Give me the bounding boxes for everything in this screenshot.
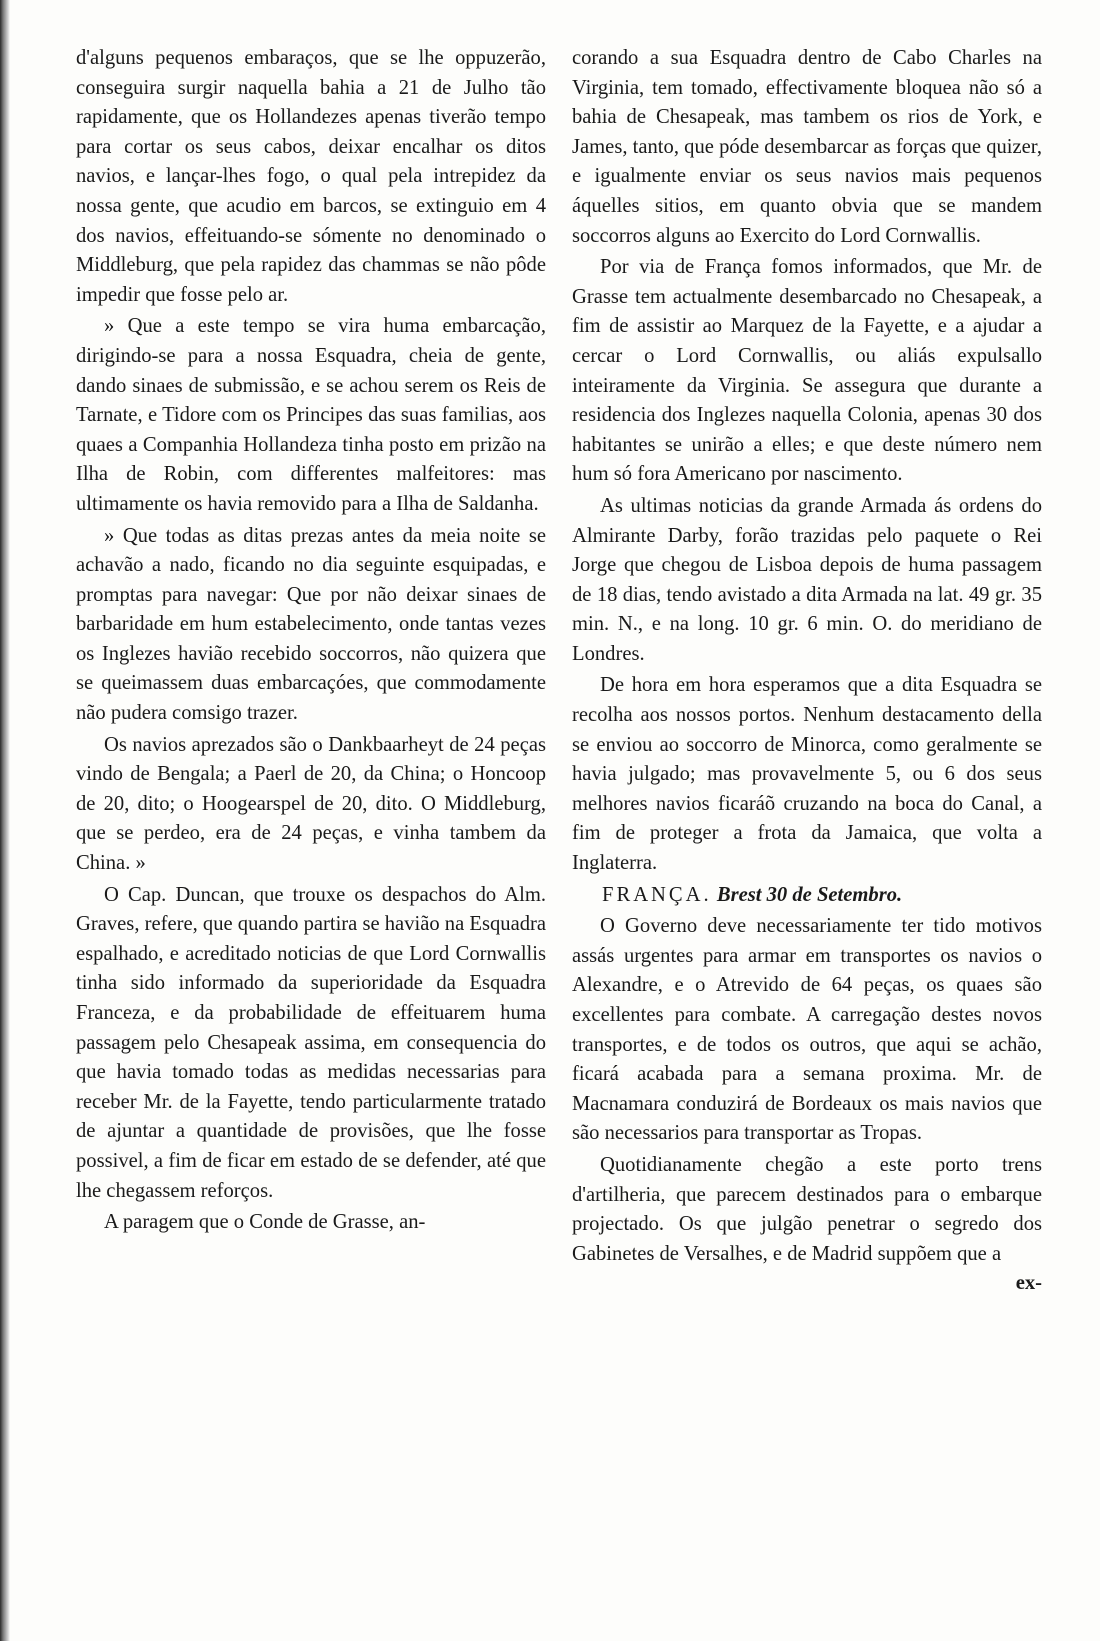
dateline-place-date: Brest 30 de Setembro. (716, 883, 903, 906)
paragraph: Quotidianamente chegão a este porto trens d'artilheria, que parecem destinados para o embarque projectado. Os que julgão penetrar o segredo dos Gabinetes de Versalhes, e de Madrid suppõem que a (572, 1153, 1042, 1265)
paragraph: As ultimas noticias da grande Armada ás ordens do Almirante Darby, forão trazidas pelo paquete o Rei Jorge que chegou de Lisboa depois de huma passagem de 18 dias, tendo avistado a dita Armada na lat. 49 gr. 35 min. N., e na long. 10 gr. 6 min. O. do meridiano de Londres. (572, 494, 1042, 665)
scan-binding-edge (0, 0, 10, 1641)
paragraph: » Que a este tempo se vira huma embarcação, dirigindo-se para a nossa Esquadra, cheia de gente, dando sinaes de submissão, e se achou serem os Reis de Tarnate, e Tidore com os Principes das suas familias, aos quaes a Companhia Hollandeza tinha posto em prizão na Ilha de Robin, com differentes malfeitores: mas ultimamente os havia removido para a Ilha de Saldanha. (76, 315, 546, 515)
paragraph: » Que todas as ditas prezas antes da meia noite se achavão a nado, ficando no dia seguinte esquipadas, e promptas para navegar: Que por não deixar sinaes de barbaridade em hum estabelecimento, onde tantas vezes os Inglezes havião recebido soccorros, não quizera que se queimassem duas embarcaçóes, que commodamente não pudera comsigo trazer. (76, 524, 546, 725)
left-column (76, 44, 546, 1238)
dateline-country: FRANÇA. (602, 883, 712, 906)
catchword: ex- (1015, 1272, 1042, 1295)
paragraph: corando a sua Esquadra dentro de Cabo Charles na Virginia, tem tomado, effectivamente bloquea não só a bahia de Chesapeak, mas tambem os rios de York, e James, tanto, que póde desembarcar as forças que quizer, e igualmente enviar os seus navios mais pequenos áquelles sitios, em quanto obvia que se mandem soccorros alguns ao Exercito do Lord Cornwallis. (572, 47, 1042, 247)
paragraph: O Governo deve necessariamente ter tido motivos assás urgentes para armar em transportes os navios o Alexandre, e o Atrevido de 64 peças, os quaes são excellentes para combate. A carregação destes novos transportes, e de todos os outros, que aqui se achão, ficará acabada para a semana proxima. Mr. de Macnamara conduzirá de Bordeaux os mais navios que são necessarios para transportar as Tropas. (572, 915, 1042, 1145)
paragraph: O Cap. Duncan, que trouxe os despachos do Alm. Graves, refere, que quando partira se havião na Esquadra espalhado, e acreditado noticias de que Lord Cornwallis tinha sido informado da superioridade da Esquadra Franceza, e da probabilidade de effeituarem huma passagem pelo Chesapeak assima, em consequencia do que havia tomado todas as medidas necessarias para receber Mr. de la Fayette, tendo particularmente tratado de ajuntar a quantidade de provisões, que lhe fosse possivel, a fim de ficar em estado de se defender, até que lhe chegassem reforços. (76, 883, 547, 1202)
paragraph: A paragem que o Conde de Grasse, an- (104, 1211, 426, 1234)
paragraph: d'alguns pequenos embaraços, que se lhe oppuzerão, conseguira surgir naquella bahia a 21 de Julho tão rapidamente, que os Hollandezes apenas tiverão tempo para cortar os seus cabos, deixar encalhar os ditos navios, e lançar-lhes fogo, o qual pela intrepidez da nossa gente, que acudio em barcos, se extinguio em 4 dos navios, effeituando-se sómente no denominado o Middleburg, que pela rapidez das chammas se não pôde impedir que fosse pelo ar. (76, 47, 546, 306)
paragraph: De hora em hora esperamos que a dita Esquadra se recolha aos nossos portos. Nenhum destacamento della se enviou ao soccorro de Minorca, como geralmente se havia julgado; mas provavelmente 5, ou 6 dos seus melhores navios ficaráõ cruzando na boca do Canal, a fim de proteger a frota da Jamaica, que volta a Inglaterra. (572, 674, 1042, 875)
paragraph: Os navios aprezados são o Dankbaarheyt de 24 peças vindo de Bengala; a Paerl de 20, da China; o Honcoop de 20, dito; o Hoogearspel de 20, dito. O Middleburg, que se perdeo, era de 24 peças, e vinha tambem da China. » (76, 733, 546, 875)
dateline (572, 881, 1042, 911)
paragraph: Por via de França fomos informados, que Mr. de Grasse tem actualmente desembarcado no Chesapeak, a fim de assistir ao Marquez de la Fayette, e a ajudar a cercar o Lord Cornwallis, ou aliás expulsallo inteiramente da Virginia. Se assegura que durante a residencia dos Inglezes naquella Colonia, apenas 30 dos habitantes se unirão a elles; e que deste número nem hum só fora Americano por nascimento. (572, 256, 1042, 486)
right-column (572, 44, 1042, 1295)
